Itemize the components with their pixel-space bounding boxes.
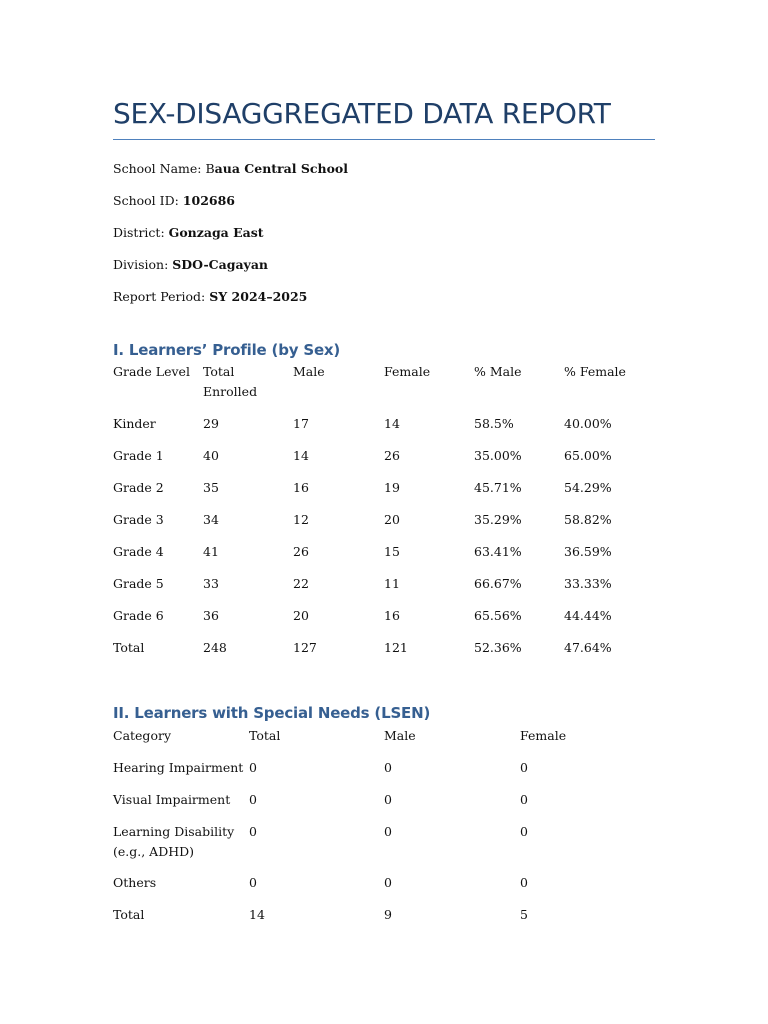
table-cell: 0 <box>249 875 257 890</box>
table-cell: 26 <box>293 544 309 559</box>
table-cell: 0 <box>520 792 528 807</box>
table-cell: 0 <box>384 760 392 775</box>
table-cell: 0 <box>249 792 257 807</box>
table-cell: 41 <box>203 544 219 559</box>
district-line <box>113 225 264 241</box>
table-cell: 0 <box>520 824 528 839</box>
report-title: SEX-DISAGGREGATED DATA REPORT <box>113 97 611 130</box>
table-cell: 35.29% <box>474 512 522 527</box>
table-cell: 121 <box>384 640 408 655</box>
school-name-label: School Name: B <box>113 161 215 176</box>
s1-header-pct-male: % Male <box>474 364 522 379</box>
table-cell: 36.59% <box>564 544 612 559</box>
table-cell: Total <box>113 907 145 922</box>
report-period-label: Report Period: <box>113 289 210 304</box>
table-cell: 0 <box>520 760 528 775</box>
table-cell: 33.33% <box>564 576 612 591</box>
table-cell: 19 <box>384 480 400 495</box>
table-cell: 17 <box>293 416 309 431</box>
report-period-value: SY 2024–2025 <box>209 289 308 304</box>
school-id-label: School ID: <box>113 193 183 208</box>
table-cell: 33 <box>203 576 219 591</box>
table-cell: 45.71% <box>474 480 522 495</box>
table-cell: 52.36% <box>474 640 522 655</box>
table-cell: 66.67% <box>474 576 522 591</box>
table-cell: 40.00% <box>564 416 612 431</box>
report-period-line <box>113 289 307 305</box>
s2-header-category: Category <box>113 728 172 743</box>
school-name-line <box>113 161 348 177</box>
table-cell: 35.00% <box>474 448 522 463</box>
table-cell: 5 <box>520 907 528 922</box>
table-cell: Learning Disability (e.g., ADHD) <box>113 824 235 859</box>
table-cell: 34 <box>203 512 219 527</box>
table-cell: Grade 2 <box>113 480 164 495</box>
table-cell: 58.5% <box>474 416 514 431</box>
table-cell: 58.82% <box>564 512 612 527</box>
table-cell: Kinder <box>113 416 156 431</box>
table-cell: 14 <box>384 416 400 431</box>
table-cell: 22 <box>293 576 309 591</box>
division-value: SDO-Cagayan <box>172 257 269 272</box>
table-cell: 65.00% <box>564 448 612 463</box>
table-cell: 20 <box>384 512 400 527</box>
table-cell: 26 <box>384 448 400 463</box>
division-label: Division: <box>113 257 173 272</box>
table-cell: 20 <box>293 608 309 623</box>
table-cell: 0 <box>249 760 257 775</box>
table-cell: Visual Impairment <box>113 792 231 807</box>
table-cell: Grade 4 <box>113 544 164 559</box>
s1-header-male: Male <box>293 364 325 379</box>
district-value: Gonzaga East <box>168 225 264 240</box>
table-cell: 12 <box>293 512 309 527</box>
s1-header-grade-level: Grade Level <box>113 364 190 379</box>
school-id-line <box>113 193 235 209</box>
table-cell: Grade 3 <box>113 512 164 527</box>
district-label: District: <box>113 225 169 240</box>
table-cell: 11 <box>384 576 400 591</box>
division-line <box>113 257 268 273</box>
table-cell: Grade 6 <box>113 608 164 623</box>
table-cell: Hearing Impairment <box>113 760 244 775</box>
table-cell: 47.64% <box>564 640 612 655</box>
table-cell: 36 <box>203 608 219 623</box>
table-cell: 65.56% <box>474 608 522 623</box>
title-divider <box>113 139 655 140</box>
table-cell: 0 <box>249 824 257 839</box>
table-cell: 40 <box>203 448 219 463</box>
table-cell: 63.41% <box>474 544 522 559</box>
section1-heading: I. Learners’ Profile (by Sex) <box>113 341 341 359</box>
s2-header-male: Male <box>384 728 416 743</box>
table-cell: 127 <box>293 640 317 655</box>
table-cell: Grade 1 <box>113 448 164 463</box>
table-cell: 0 <box>384 824 392 839</box>
table-cell: 0 <box>520 875 528 890</box>
table-cell: 44.44% <box>564 608 612 623</box>
table-cell: 29 <box>203 416 219 431</box>
table-cell: 35 <box>203 480 219 495</box>
table-cell: 248 <box>203 640 227 655</box>
s2-header-total: Total <box>249 728 281 743</box>
table-cell: 54.29% <box>564 480 612 495</box>
s1-header-female: Female <box>384 364 431 379</box>
s1-header-total-enrolled: Total Enrolled <box>203 364 258 399</box>
table-cell: 9 <box>384 907 392 922</box>
s2-header-female: Female <box>520 728 567 743</box>
table-cell: 16 <box>384 608 400 623</box>
school-name-value: aua Central School <box>214 161 348 176</box>
table-cell: 0 <box>384 875 392 890</box>
s1-header-pct-female: % Female <box>564 364 626 379</box>
table-cell: 16 <box>293 480 309 495</box>
school-id-value: 102686 <box>182 193 235 208</box>
table-cell: 15 <box>384 544 400 559</box>
table-cell: Grade 5 <box>113 576 164 591</box>
table-cell: Others <box>113 875 157 890</box>
table-cell: 0 <box>384 792 392 807</box>
table-cell: 14 <box>249 907 265 922</box>
table-cell: Total <box>113 640 145 655</box>
section2-heading: II. Learners with Special Needs (LSEN) <box>113 704 431 722</box>
table-cell: 14 <box>293 448 309 463</box>
